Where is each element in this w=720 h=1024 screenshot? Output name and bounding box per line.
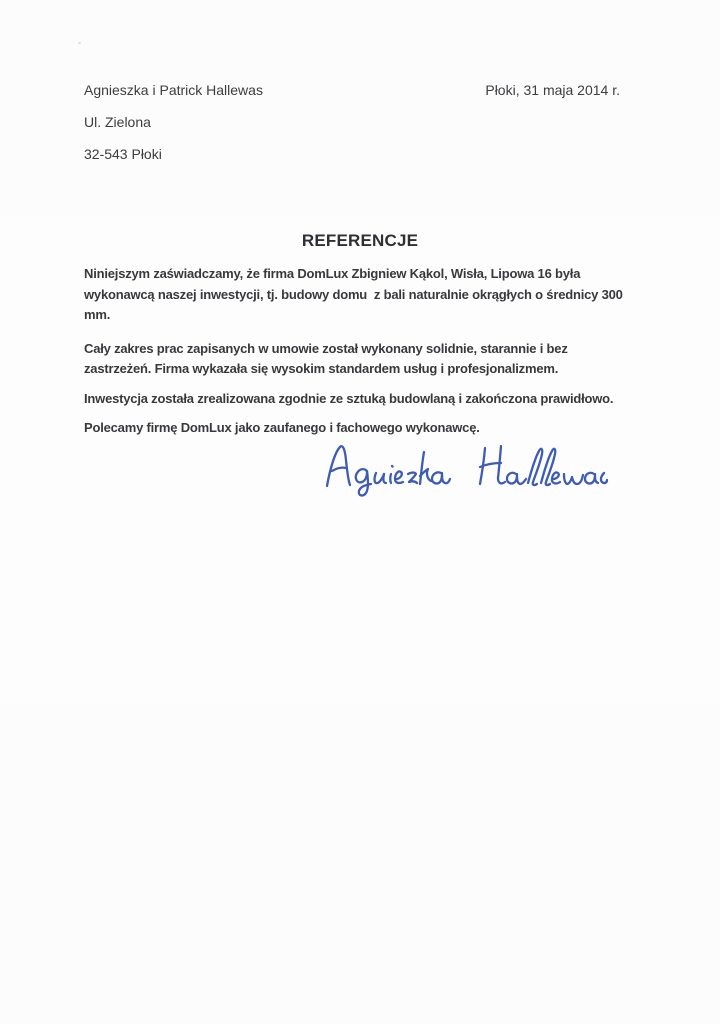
paragraph-2-line-2: zastrzeżeń. Firma wykazała się wysokim standardem usług i profesjonalizmem. [84, 361, 559, 376]
paragraph-3 [84, 389, 684, 410]
paragraph-1-line-1: Niniejszym zaświadczamy, że firma DomLux Zbigniew Kąkol, Wisła, Lipowa 16 była [84, 266, 581, 281]
signature-ink-strokes [323, 436, 608, 502]
paragraph-1 [84, 264, 684, 326]
letter-place-date: Płoki, 31 maja 2014 r. [485, 82, 620, 98]
paragraph-3-line-1: Inwestycja została zrealizowana zgodnie ze sztuką budowlaną i zakończona prawidłowo. [84, 390, 614, 406]
paragraph-4-line-1: Polecamy firmę DomLux jako zaufanego i fachowego wykonawcę. [84, 420, 480, 435]
paragraph-2 [84, 339, 684, 380]
sender-city: 32-543 Płoki [84, 146, 162, 162]
sender-street: Ul. Zielona [84, 114, 151, 130]
paragraph-1-line-3: mm. [84, 307, 111, 322]
handwritten-signature [323, 436, 608, 502]
sender-address-block [84, 81, 263, 177]
paragraph-1-line-2: wykonawcą naszej inwestycji, tj. budowy domu z bali naturalnie okrągłych o średnicy 300 [84, 286, 623, 302]
paragraph-2-line-1: Cały zakres prac zapisanych w umowie został wykonany solidnie, starannie i bez [84, 340, 568, 356]
letter-body [84, 264, 684, 448]
letter-title: REFERENCJE [301, 231, 419, 250]
sender-name: Agnieszka i Patrick Hallewas [84, 82, 263, 98]
scan-artifact-speck [78, 42, 81, 44]
